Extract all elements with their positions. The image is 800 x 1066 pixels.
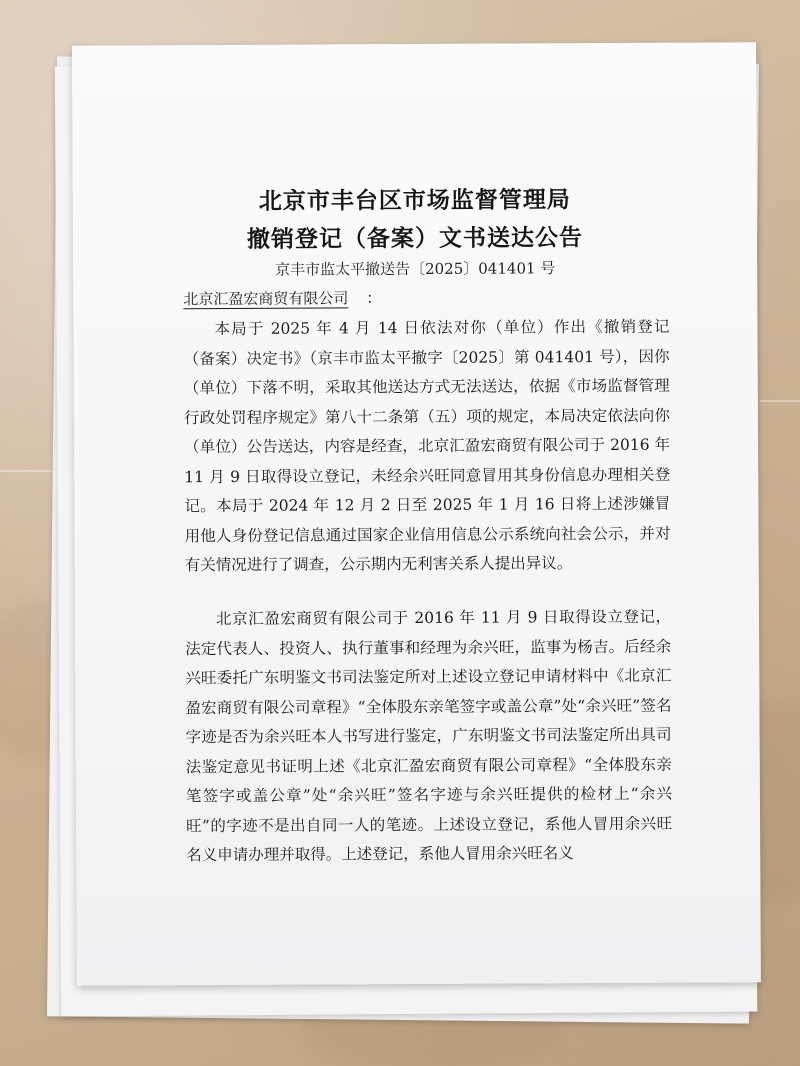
notice-page bbox=[72, 42, 761, 986]
floor-tile-seam bbox=[0, 470, 60, 472]
addressee-colon: ： bbox=[366, 289, 382, 308]
document-title-notice: 撤销登记（备案）文书送达公告 bbox=[246, 225, 584, 253]
body-paragraph-2-container bbox=[185, 603, 672, 871]
body-paragraph-1: 本局于 2025 年 4 月 14 日依法对你（单位）作出《撤销登记（备案）决定书》（京丰市监太平撤字〔2025〕第 041401 号），因你（单位）下落不明，采取其他送达方式无法送达，依据《市场监督管理行政处罚程序规定》第八十二条第（五）项的规定，本局决定依法向你（单位）公告送达，内容是经查，北京汇盈宏商贸有限公司于 2016 年 11 月 9 日取得设立登记，未经余兴旺同意冒用其身份信息办理相关登记。本局于 2024 年 12 月 2 日至 2025 年 1 月 16 日将上述涉嫌冒用他人身份登记信息通过国家企业信用信息公示系统向社会公示，并对有关情况进行了调查，公示期内无利害关系人提出异议。 bbox=[183, 317, 671, 575]
floor-tile-seam bbox=[760, 400, 800, 402]
addressee-line bbox=[183, 287, 381, 309]
body-paragraph-1-container bbox=[183, 313, 670, 581]
document-title-agency: 北京市丰台区市场监督管理局 bbox=[258, 187, 571, 215]
addressee-name: 北京汇盈宏商贸有限公司 bbox=[183, 289, 349, 309]
body-paragraph-2: 北京汇盈宏商贸有限公司于 2016 年 11 月 9 日取得设立登记，法定代表人、投资人、执行董事和经理为余兴旺，监事为杨吉。后经余兴旺委托广东明鉴文书司法鉴定所对上述设立登记申请材料中《北京汇盈宏商贸有限公司章程》“全体股东亲笔签字或盖公章”处“余兴旺”签名字迹是否为余兴旺本人书写进行鉴定，广东明鉴文书司法鉴定所出具司法鉴定意见书证明上述《北京汇盈宏商贸有限公司章程》“全体股东亲笔签字或盖公章”处“余兴旺”签名字迹与余兴旺提供的检材上“余兴旺”的字迹不是出自同一人的笔迹。上述设立登记，系他人冒用余兴旺名义申请办理并取得。上述登记，系他人冒用余兴旺名义 bbox=[185, 607, 673, 865]
document-reference-number: 京丰市监太平撤送告〔2025〕041401 号 bbox=[275, 259, 556, 279]
